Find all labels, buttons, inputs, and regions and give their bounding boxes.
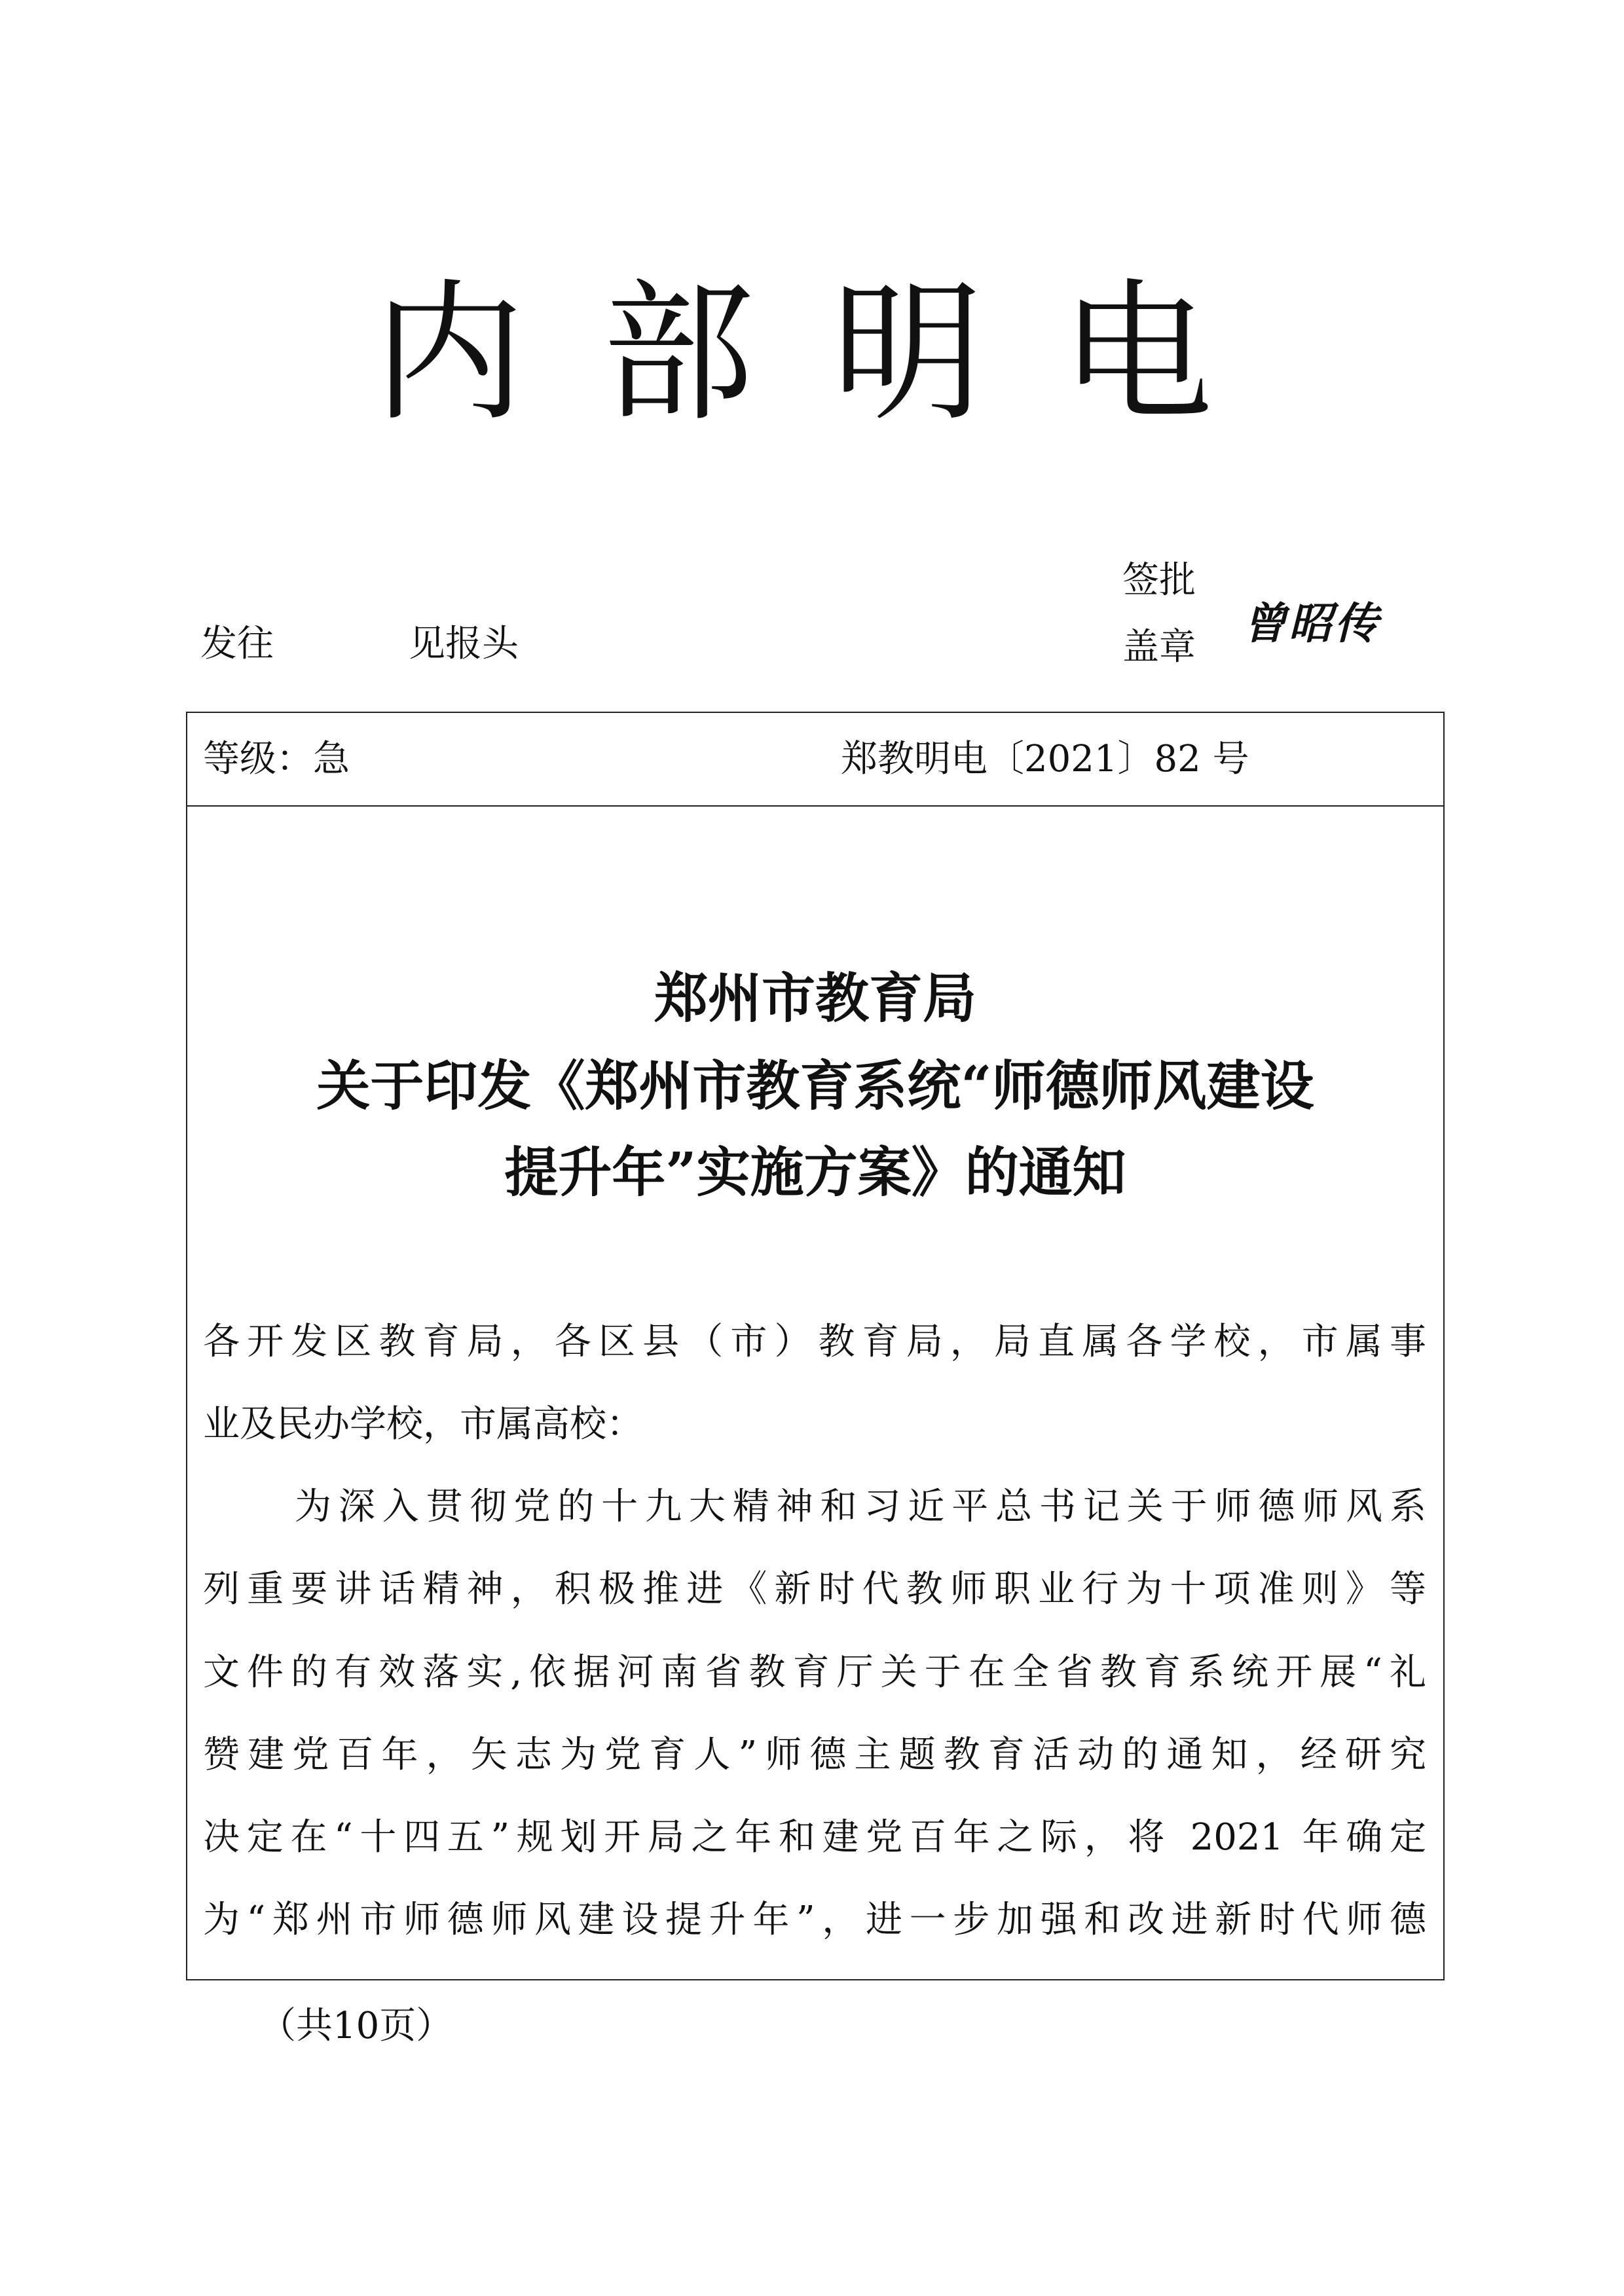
notice-title-line-3: 提升年”实施方案》的通知 (504, 1141, 1126, 1204)
notice-title-line-1: 郑州市教育局 (654, 967, 976, 1030)
page-count: （共10页） (259, 2005, 453, 2047)
notice-title-line-2: 关于印发《郑州市教育系统“师德师风建设 (316, 1055, 1314, 1118)
signature: 曾昭传 (1243, 598, 1380, 649)
send-to-label: 发往 (200, 623, 274, 665)
document-frame (186, 712, 1445, 1980)
body-line: 文件的有效落实,依据河南省教育厅关于在全省教育系统开展“礼 (203, 1651, 1426, 1694)
document-title: 内部明电 (373, 265, 1290, 442)
body-line: 业及民办学校，市属高校： (203, 1403, 643, 1446)
document-number: 郑教明电〔2021〕82 号 (841, 738, 1249, 780)
urgency-level: 等级：急 (203, 738, 350, 780)
frame-header-row (187, 713, 1443, 807)
seal-label: 盖章 (1122, 626, 1196, 668)
body-line: 列重要讲话精神，积极推进《新时代教师职业行为十项准则》等 (203, 1568, 1426, 1611)
send-to-value: 见报头 (409, 623, 519, 665)
body-line: 为深入贯彻党的十九大精神和习近平总书记关于师德师风系 (295, 1485, 1426, 1528)
body-line: 为“郑州市师德师风建设提升年”，进一步加强和改进新时代师德 (203, 1899, 1426, 1941)
body-line: 赞建党百年，矢志为党育人”师德主题教育活动的通知，经研究 (203, 1734, 1426, 1776)
approve-label: 签批 (1122, 559, 1196, 602)
body-line: 各开发区教育局，各区县（市）教育局，局直属各学校，市属事 (203, 1321, 1426, 1363)
body-line: 决定在“十四五”规划开局之年和建党百年之际，将 2021 年确定 (203, 1816, 1426, 1859)
